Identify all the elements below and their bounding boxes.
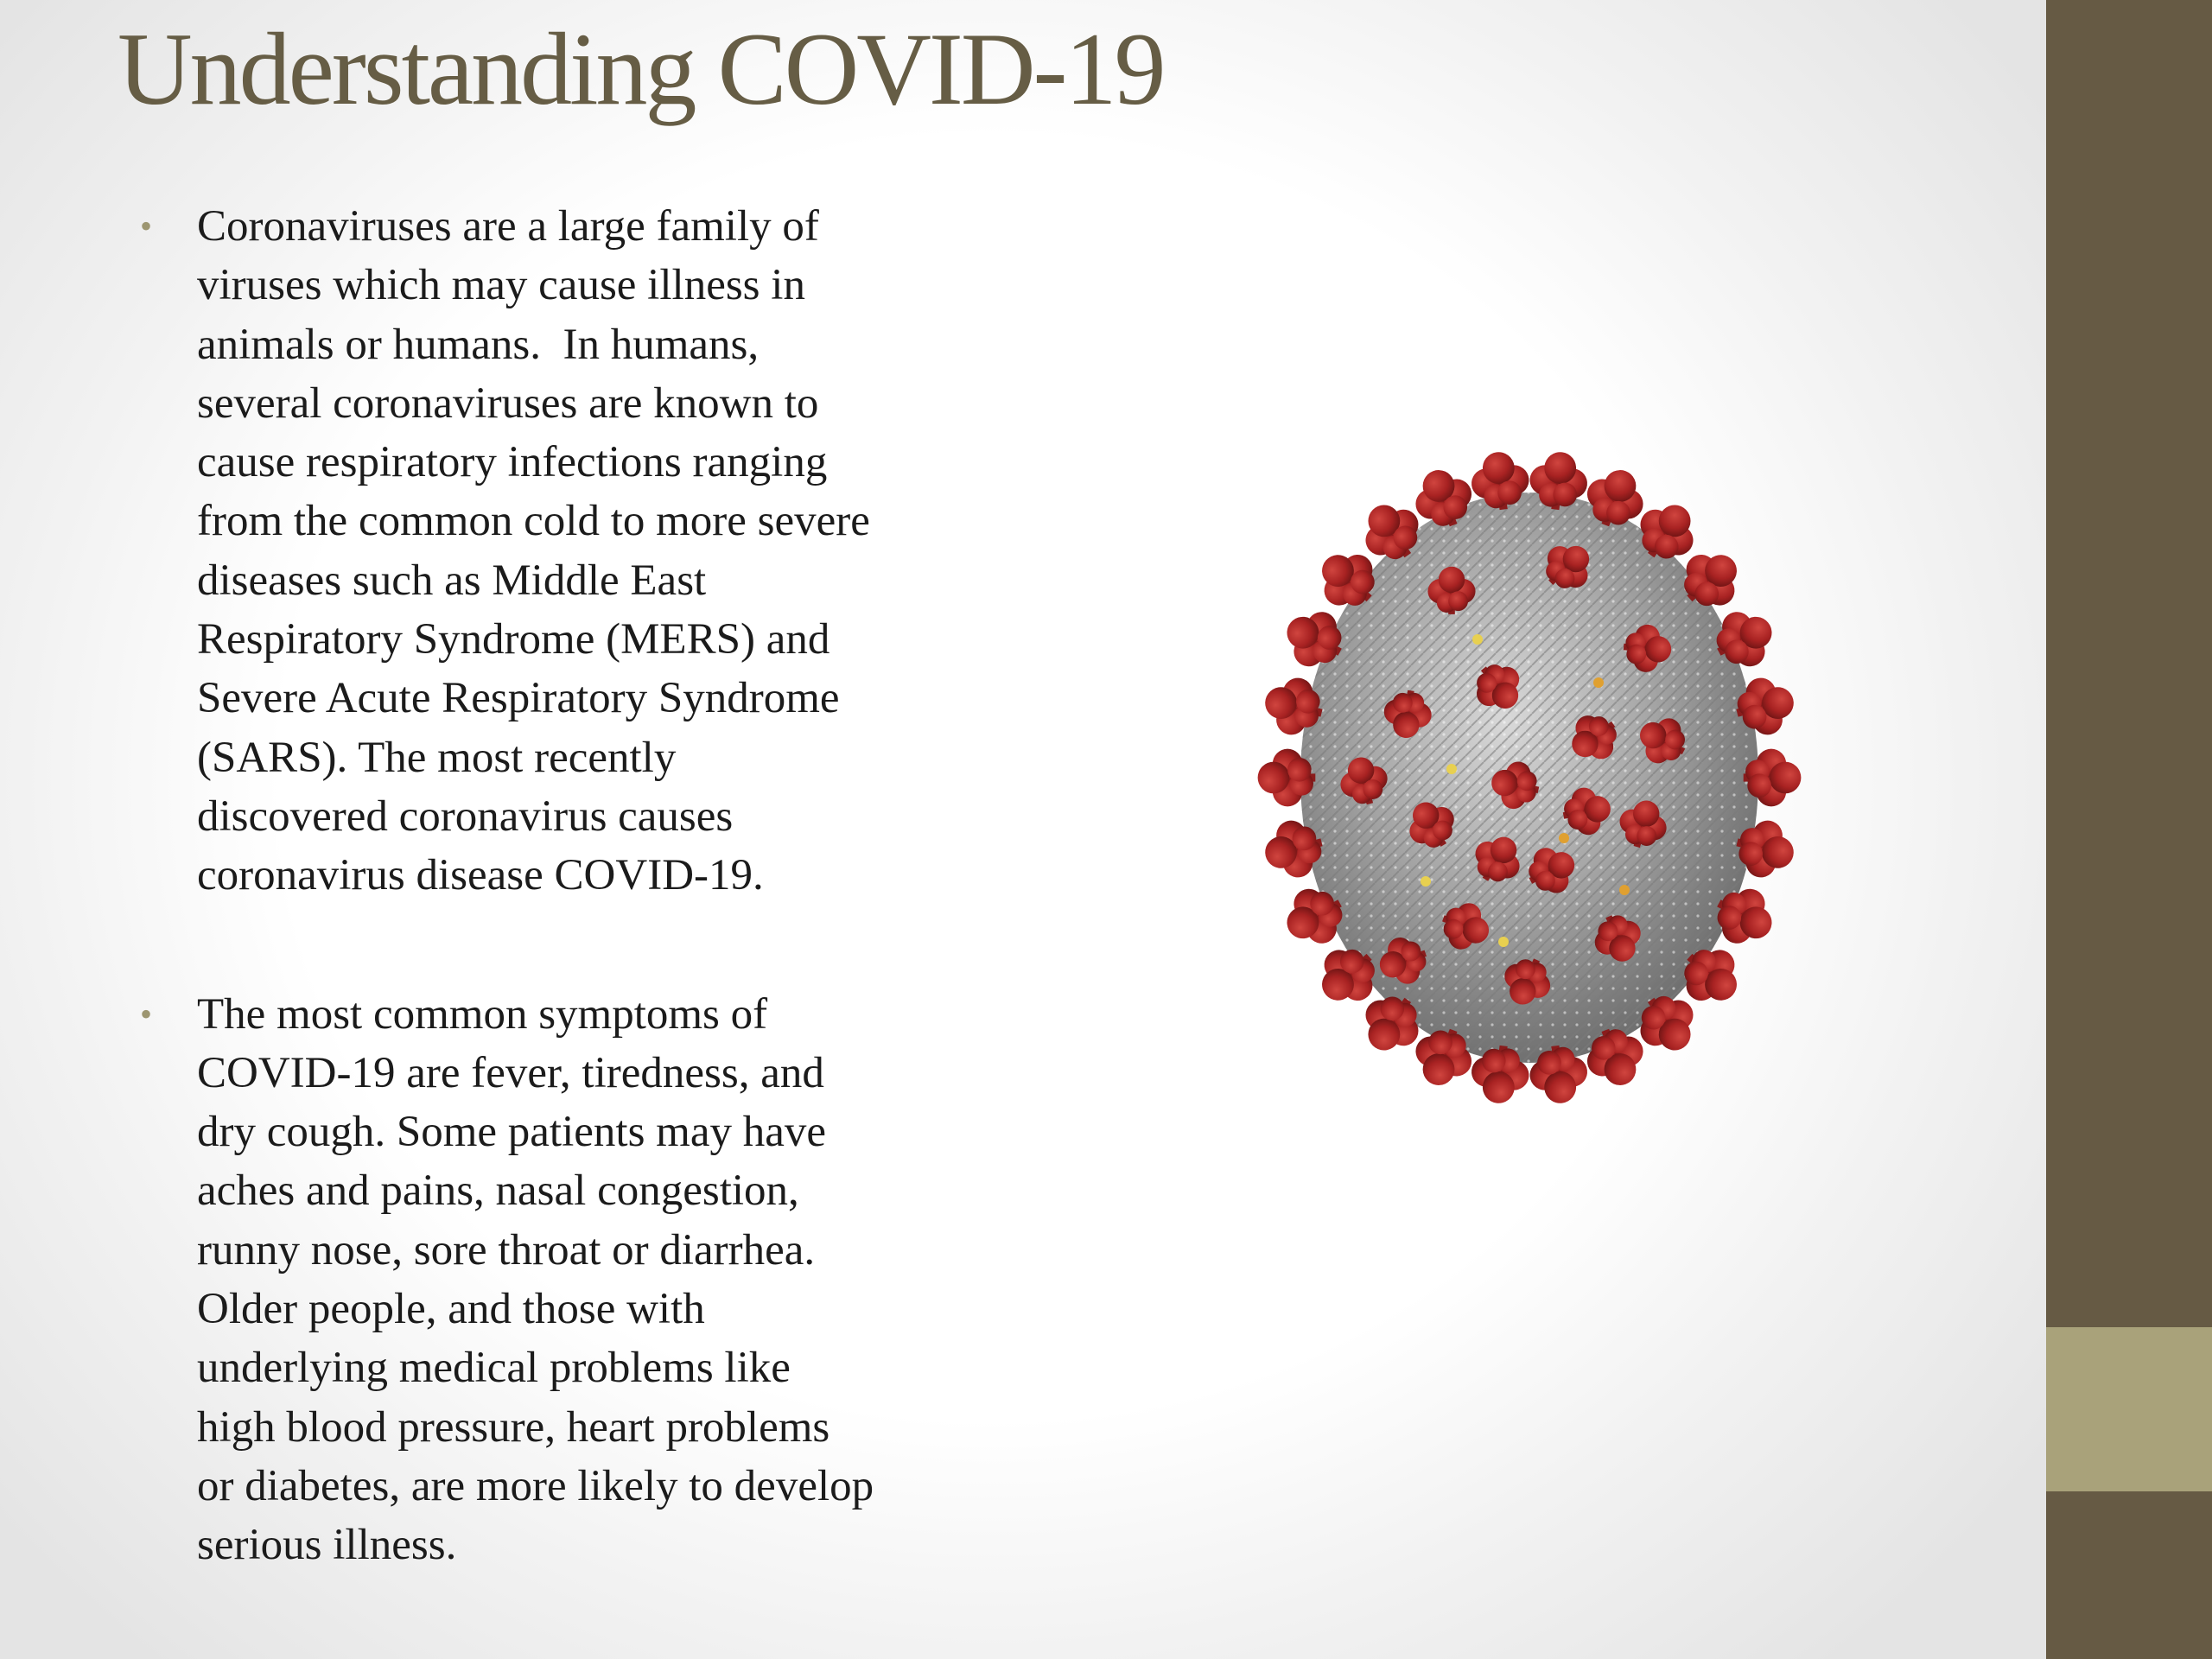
bullet-line: several coronaviruses are known to — [197, 378, 819, 428]
bullet-line: Severe Acute Respiratory Syndrome — [197, 674, 840, 723]
bullet-line: COVID-19 are fever, tiredness, and — [197, 1048, 824, 1097]
bullet-line: (SARS). The most recently — [197, 733, 677, 782]
bullet-line: runny nose, sore throat or diarrhea. — [197, 1225, 816, 1274]
bullet-line: Older people, and those with — [197, 1285, 705, 1334]
bullet-line: coronavirus disease COVID-19. — [197, 851, 764, 900]
bullet-marker: • — [140, 994, 153, 1033]
bullet-item-symptoms — [138, 985, 1002, 1575]
bullet-line: viruses which may cause illness in — [197, 261, 805, 310]
surface-accent — [1593, 677, 1604, 688]
bullet-line: from the common cold to more severe — [197, 497, 870, 546]
bullet-line: cause respiratory infections ranging — [197, 438, 828, 487]
surface-accent — [1472, 634, 1483, 645]
surface-accent — [1446, 764, 1457, 774]
surface-accent — [1619, 885, 1630, 895]
bullet-line: diseases such as Middle East — [197, 556, 707, 605]
bullet-line: serious illness. — [197, 1521, 457, 1570]
sidebar-accent-bar — [2046, 1327, 2212, 1491]
bullet-line: aches and pains, nasal congestion, — [197, 1166, 799, 1216]
bullet-marker: • — [140, 207, 153, 245]
bullet-list — [138, 197, 1002, 1655]
bullet-line: or diabetes, are more likely to develop — [197, 1461, 874, 1510]
slide-title: Understanding COVID-19 — [118, 11, 1164, 126]
bullet-line: high blood pressure, heart problems — [197, 1402, 830, 1452]
bullet-line: underlying medical problems like — [197, 1344, 791, 1393]
bullet-line: animals or humans. In humans, — [197, 320, 760, 369]
surface-accent — [1559, 833, 1569, 843]
surface-accent — [1421, 876, 1431, 887]
bullet-line: Respiratory Syndrome (MERS) and — [197, 615, 830, 664]
bullet-item-coronavirus-definition — [138, 197, 1002, 906]
surface-accent — [1498, 937, 1509, 947]
bullet-line: Coronaviruses are a large family of — [197, 202, 819, 251]
bullet-line: dry cough. Some patients may have — [197, 1108, 826, 1157]
bullet-line: The most common symptoms of — [197, 989, 768, 1039]
coronavirus-illustration — [1236, 423, 1823, 1132]
bullet-line: discovered coronavirus causes — [197, 791, 734, 841]
